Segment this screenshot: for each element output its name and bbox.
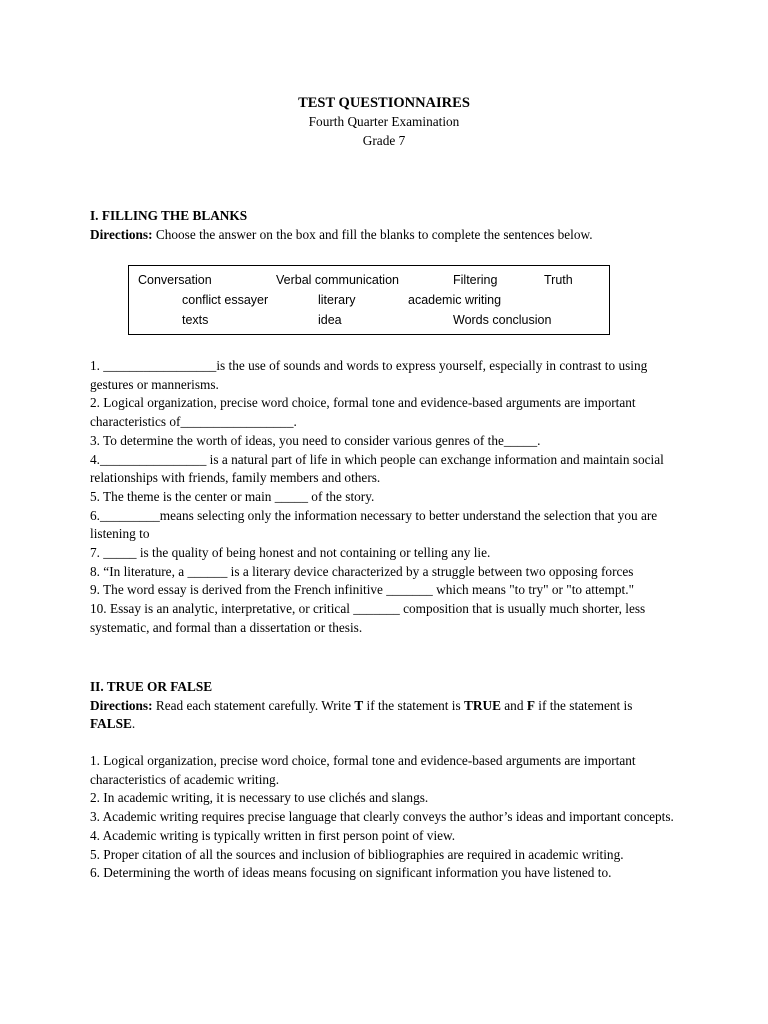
word-box-item: texts bbox=[182, 313, 209, 327]
directions-text: if the statement is bbox=[534, 697, 633, 713]
part1-items bbox=[90, 357, 680, 638]
question-item: 3. To determine the worth of ideas, you need to consider various genres of the_____. bbox=[90, 432, 541, 448]
word-box-item: conflict essayer bbox=[182, 293, 269, 307]
word-box-item: idea bbox=[318, 313, 342, 327]
statement-item: 1. Logical organization, precise word choice, formal tone and evidence-based arguments are important characteristics of academic writing. bbox=[90, 753, 636, 787]
question-item: 9. The word essay is derived from the French infinitive _______ which means "to try" or "to attempt." bbox=[90, 582, 634, 598]
directions-text: . bbox=[131, 716, 136, 732]
question-item: 8. “In literature, a ______ is a literary device characterized by a struggle between two opposing forces bbox=[90, 563, 634, 579]
directions-text: Read each statement carefully. Write bbox=[152, 697, 355, 713]
true-word: TRUE bbox=[464, 697, 501, 713]
word-box-item: literary bbox=[318, 293, 356, 307]
part1-directions bbox=[90, 226, 680, 245]
document-subtitle: Fourth Quarter Examination bbox=[308, 114, 460, 129]
word-box bbox=[128, 265, 610, 335]
document-title: TEST QUESTIONNAIRES bbox=[298, 95, 470, 111]
word-box-item: Conversation bbox=[138, 273, 212, 287]
word-box-item: Words conclusion bbox=[453, 313, 552, 327]
question-item: 1. _________________is the use of sounds and words to express yourself, especially in contrast to using gestures or mannerisms. bbox=[90, 358, 648, 392]
part2-items bbox=[90, 752, 680, 883]
false-letter: F bbox=[526, 697, 535, 713]
grade-label: Grade 7 bbox=[362, 133, 406, 148]
false-word: FALSE bbox=[90, 716, 132, 732]
word-box-item: academic writing bbox=[408, 293, 502, 307]
part1-header bbox=[90, 207, 680, 244]
question-item: 10. Essay is an analytic, interpretative, or critical _______ composition that is usually much shorter, less systematic, and formal than a dissertation or thesis. bbox=[90, 601, 646, 635]
question-item: 2. Logical organization, precise word choice, formal tone and evidence-based arguments are important characteristics of_________________. bbox=[90, 395, 636, 430]
document-header bbox=[0, 94, 768, 150]
true-letter: T bbox=[354, 697, 364, 713]
statement-item: 6. Determining the worth of ideas means focusing on significant information you have listened to. bbox=[90, 865, 612, 881]
directions-label: Directions: bbox=[90, 697, 153, 713]
question-item: 7. _____ is the quality of being honest and not containing or telling any lie. bbox=[90, 545, 491, 561]
directions-text: if the statement is bbox=[363, 697, 464, 713]
word-box-item: Truth bbox=[544, 273, 573, 287]
statement-item: 2. In academic writing, it is necessary to use clichés and slangs. bbox=[90, 790, 429, 806]
statement-item: 4. Academic writing is typically written in first person point of view. bbox=[90, 827, 456, 843]
word-box-item: Verbal communication bbox=[276, 273, 399, 287]
directions-text: Choose the answer on the box and fill the blanks to complete the sentences below. bbox=[152, 226, 593, 242]
part1-heading: I. FILLING THE BLANKS bbox=[90, 208, 248, 223]
directions-label: Directions: bbox=[90, 226, 153, 242]
question-item: 6._________means selecting only the information necessary to better understand the selection that you are listening to bbox=[90, 507, 658, 542]
part2-header bbox=[90, 678, 680, 734]
directions-text: and bbox=[500, 697, 527, 713]
statement-item: 3. Academic writing requires precise language that clearly conveys the author’s ideas and important concepts. bbox=[90, 809, 674, 825]
word-box-item: Filtering bbox=[453, 273, 498, 287]
part2-heading: II. TRUE OR FALSE bbox=[90, 679, 213, 694]
question-item: 4.________________ is a natural part of life in which people can exchange information and maintain social relationships with friends, family members and others. bbox=[90, 451, 664, 486]
statement-item: 5. Proper citation of all the sources and inclusion of bibliographies are required in academic writing. bbox=[90, 846, 624, 862]
part2-directions bbox=[90, 697, 680, 734]
question-item: 5. The theme is the center or main _____ of the story. bbox=[90, 488, 375, 504]
